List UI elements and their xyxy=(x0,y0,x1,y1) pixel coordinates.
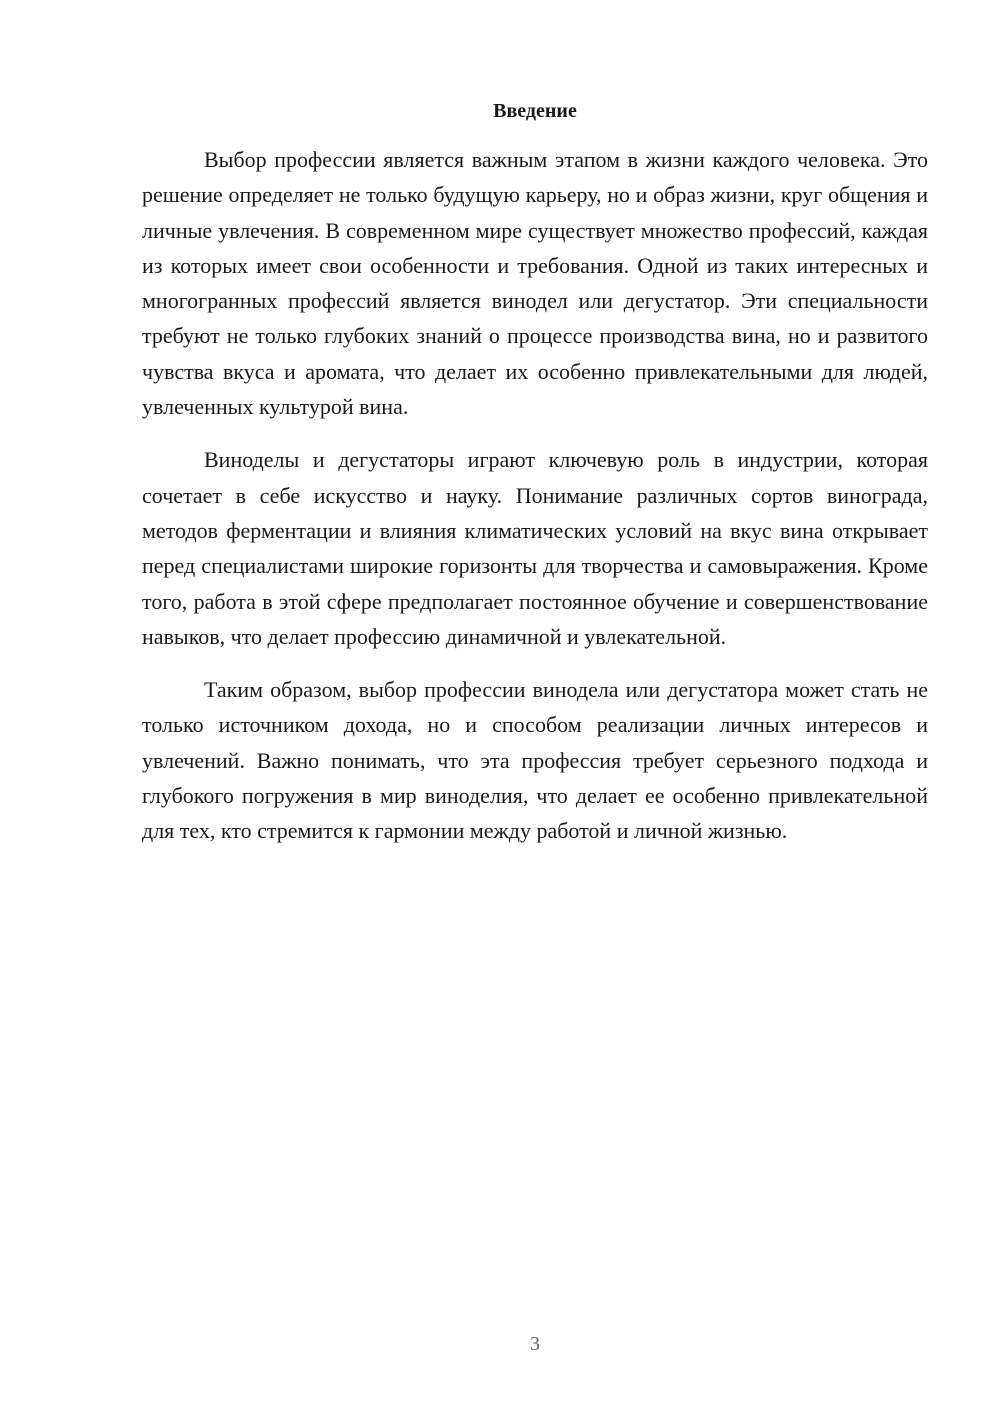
body-text xyxy=(142,142,928,867)
section-heading: Введение xyxy=(493,100,577,122)
paragraph-3: Таким образом, выбор профессии винодела или дегустатора может стать не только источником дохода, но и способом реализации личных интересов и увлечений. Важно понимать, что эта профессия требует серьезного подхода и глубокого погружения в мир виноделия, что делает ее особенно привлекательной для тех, кто стремится к гармонии между работой и личной жизнью. xyxy=(142,677,928,844)
paragraph-1: Выбор профессии является важным этапом в жизни каждого человека. Это решение определяет не только будущую карьеру, но и образ жизни, круг общения и личные увлечения. В современном мире существует множество профессий, каждая из которых имеет свои особенности и требования. Одной из таких интересных и многогранных профессий является винодел или дегустатор. Эти специальности требуют не только глубоких знаний о процессе производства вина, но и развитого чувства вкуса и аромата, что делает их особенно привлекательными для людей, увлеченных культурой вина. xyxy=(142,147,928,420)
page-number: 3 xyxy=(530,1333,540,1355)
paragraph-2: Виноделы и дегустаторы играют ключевую роль в индустрии, которая сочетает в себе искусство и науку. Понимание различных сортов винограда, методов ферментации и влияния климатических условий на вкус вина открывает перед специалистами широкие горизонты для творчества и самовыражения. Кроме того, работа в этой сфере предполагает постоянное обучение и совершенствование навыков, что делает профессию динамичной и увлекательной. xyxy=(142,447,928,649)
